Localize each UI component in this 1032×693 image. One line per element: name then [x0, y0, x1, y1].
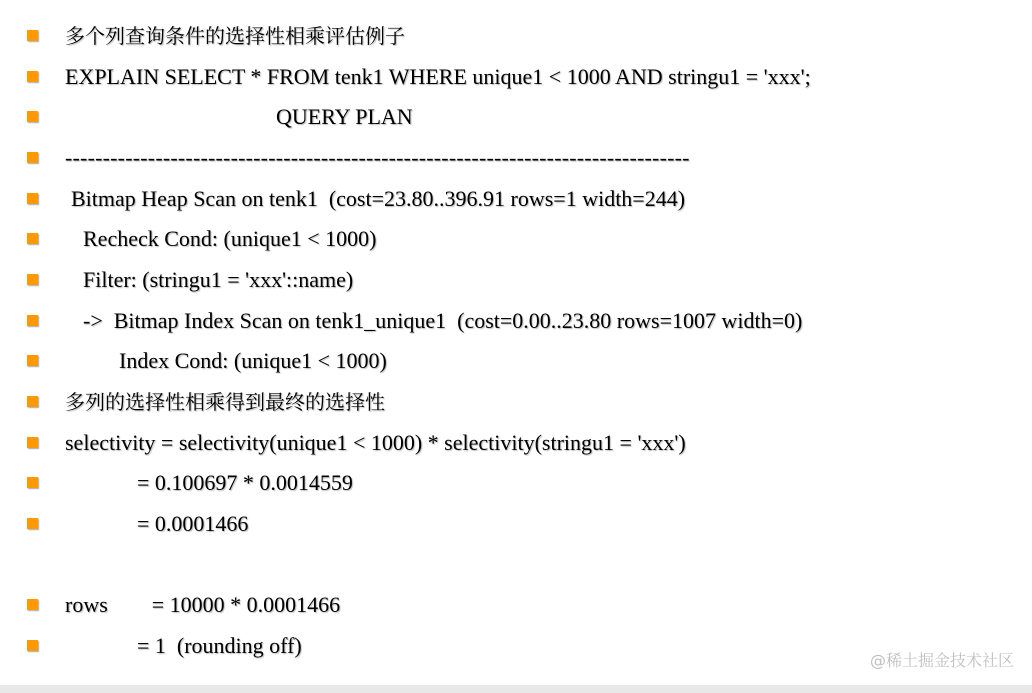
bottom-scroll-strip [0, 685, 1032, 693]
bullet-square-icon [27, 152, 38, 163]
bullet-square-icon [27, 518, 38, 529]
bullet-line-recheck [0, 224, 1032, 254]
bullet-square-icon [27, 396, 38, 407]
bullet-line-query-plan [0, 102, 1032, 132]
line-text: 多列的选择性相乘得到最终的选择性 [65, 390, 385, 414]
bullet-square-icon [27, 274, 38, 285]
line-text: selectivity = selectivity(unique1 < 1000) * selectivity(stringu1 = 'xxx') [65, 430, 686, 455]
bullet-line-heap-scan [0, 184, 1032, 214]
bullet-line-selectivity-result [0, 509, 1032, 539]
line-text: Bitmap Heap Scan on tenk1 (cost=23.80..396.91 rows=1 width=244) [71, 186, 686, 211]
line-text: QUERY PLAN [276, 104, 413, 129]
bullet-line-index-cond [0, 346, 1032, 376]
bullet-square-icon [27, 437, 38, 448]
bullet-square-icon [27, 640, 38, 651]
bullet-square-icon [27, 355, 38, 366]
bullet-square-icon [27, 233, 38, 244]
line-text: rows = 10000 * 0.0001466 [65, 592, 341, 617]
bullet-line-rows [0, 590, 1032, 620]
bullet-line-explain [0, 62, 1032, 92]
line-text: -> Bitmap Index Scan on tenk1_unique1 (cost=0.00..23.80 rows=1007 width=0) [83, 308, 803, 333]
line-text: Recheck Cond: (unique1 < 1000) [83, 226, 377, 251]
bullet-square-icon [27, 111, 38, 122]
bullet-square-icon [27, 30, 38, 41]
line-text: EXPLAIN SELECT * FROM tenk1 WHERE unique1 < 1000 AND stringu1 = 'xxx'; [65, 64, 811, 89]
bullet-square-icon [27, 71, 38, 82]
line-text: Filter: (stringu1 = 'xxx'::name) [83, 267, 354, 292]
bullet-line-selectivity [0, 428, 1032, 458]
bullet-square-icon [27, 315, 38, 326]
line-text: ----------------------------------------------------------------------------------- [65, 145, 690, 170]
bullet-line-multicolumn [0, 387, 1032, 417]
bullet-square-icon [27, 193, 38, 204]
line-text: 多个列查询条件的选择性相乘评估例子 [65, 24, 405, 48]
bullet-line-filter [0, 265, 1032, 295]
bullet-line-title [0, 21, 1032, 51]
line-text: = 0.0001466 [137, 511, 249, 536]
line-text: = 0.100697 * 0.0014559 [137, 470, 353, 495]
bullet-line-selectivity-product [0, 468, 1032, 498]
bullet-square-icon [27, 599, 38, 610]
line-text: = 1 (rounding off) [137, 633, 302, 658]
bullet-line-separator [0, 143, 1032, 173]
watermark: @稀土掘金技术社区 [869, 651, 1014, 670]
bullet-line-index-scan [0, 306, 1032, 336]
bullet-square-icon [27, 477, 38, 488]
line-text: Index Cond: (unique1 < 1000) [119, 348, 387, 373]
